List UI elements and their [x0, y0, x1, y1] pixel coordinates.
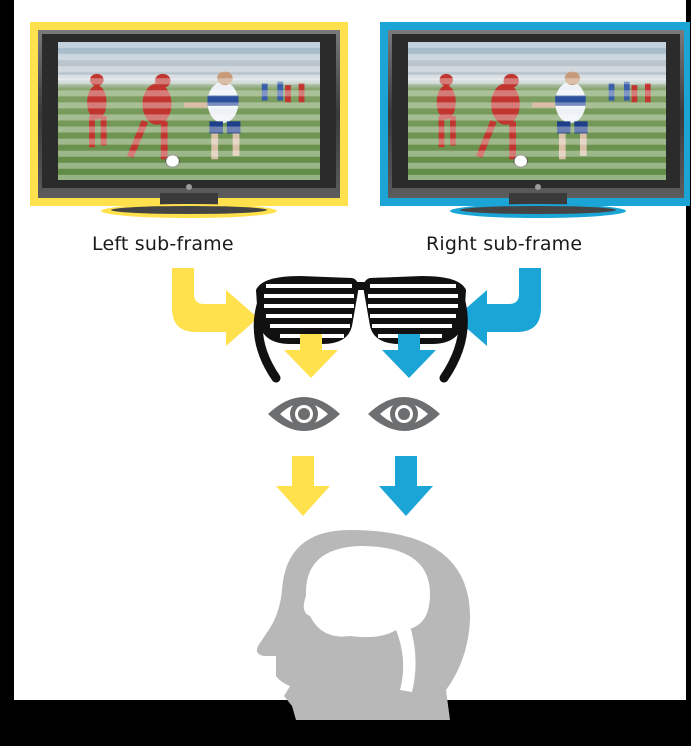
tv-left [30, 22, 348, 218]
left-subframe-label: Left sub-frame [92, 233, 234, 255]
right-subframe-label: Right sub-frame [426, 233, 583, 255]
tv-right [380, 22, 690, 218]
